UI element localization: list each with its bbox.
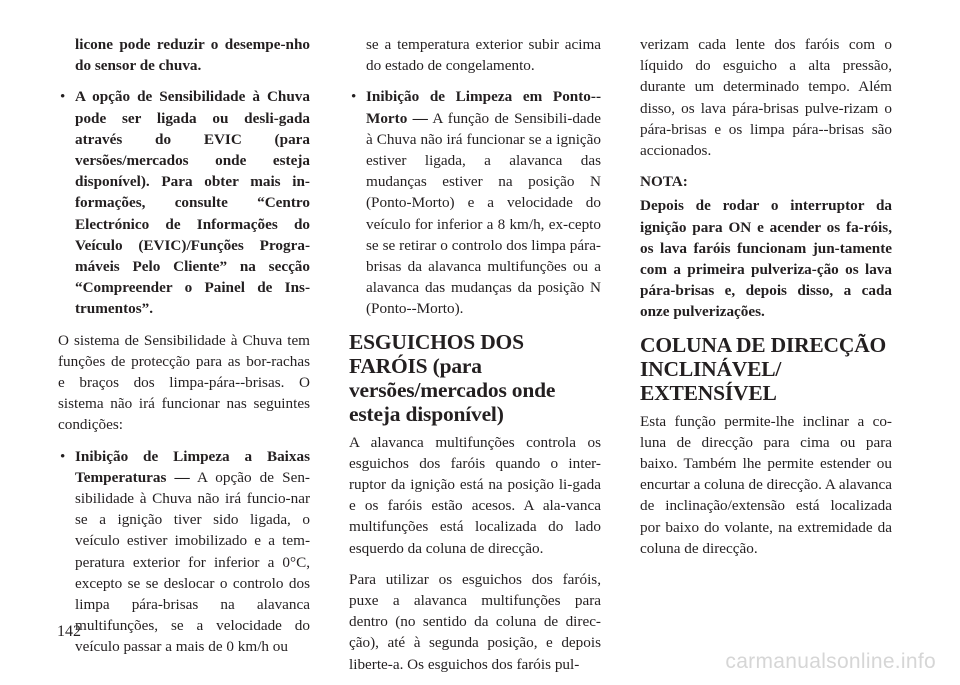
bullet-text: A opção de Sensibilidade à Chuva pode ser ligada ou desli-gada através do EVIC (para versões/mercados onde esteja disponível). Para obter mais in-formações, consulte “Centro Electrónico de Informações do Veículo (EVIC)/Funções Progra-máveis Pelo Cliente” na secção “Compreender o Painel de Ins-trumentos”. — [75, 88, 310, 318]
list-item — [58, 86, 310, 319]
paragraph: Para utilizar os esguichos dos faróis, puxe a alavanca multifunções para dentro (no sentido da coluna de direc-ção), até à segunda posição, e depois liberte-a. Os esguichos dos faróis pul- — [349, 570, 601, 673]
note-text: Depois de rodar o interruptor da ignição para ON e acender os fa-róis, os lava faróis funcionam jun-tamente com a primeira pulveriza-ção os lava pára-brisas e, depois disso, a cada onze pulverizações. — [640, 197, 892, 321]
continued-bullet-text: se a temperatura exterior subir acima do estado de congelamento. — [366, 36, 601, 75]
bullet-icon: • — [60, 88, 66, 106]
page-number: 142 — [57, 623, 81, 640]
bullet-list — [58, 446, 310, 658]
paragraph: O sistema de Sensibilidade à Chuva tem funções de protecção para as bor-rachas e braços dos limpa-pára--brisas. O sistema não irá funcionar nas seguintes condições: — [58, 331, 310, 434]
section-heading: COLUNA DE DIRECÇÃO INCLINÁVEL/ EXTENSÍVEL — [640, 332, 887, 405]
em-dash: — — [174, 468, 190, 486]
paragraph: Esta função permite-lhe inclinar a co-luna de direcção para cima ou para baixo. Também lhe permite estender ou encurtar a coluna de direcção. A alavanca de inclinação/extensão está localizada por baixo do volante, na extremidade da coluna de direcção. — [640, 412, 892, 557]
watermark: carmanualsonline.info — [725, 650, 936, 673]
bullet-text: A função de Sensibili-dade à Chuva não irá funcionar se a ignição estiver ligada, a alavanca das mudanças estiver na posição N (Ponto-Morto) e a velocidade do veículo for inferior a 8 km/h, ex-cepto se se retirar o controlo dos limpa pára-brisas da alavanca multifunções ou a alavanca das mudanças da posição N (Ponto--Morto). — [366, 109, 601, 318]
bullet-text: A opção de Sen-sibilidade à Chuva não irá funcio-nar se a ignição tiver sido ligada, o veículo estiver imobilizado e a tem-peratura exterior for inferior a 0°C, excepto se se deslocar o controlo dos limpa pára-brisas na alavanca multifunções, se a velocidade do veículo passar a mais de 0 km/h ou — [75, 468, 310, 656]
paragraph: A alavanca multifunções controla os esguichos dos faróis quando o inter-ruptor da ignição está na posição li-gada e os faróis estão acesos. A ala-vanca multifunções está localizada do lado esquerdo da coluna de direcção. — [349, 433, 601, 557]
continued-bullet-text: licone pode reduzir o desempe-nho do sensor de chuva. — [75, 36, 310, 75]
column-left — [58, 34, 310, 668]
column-right — [640, 34, 892, 569]
bullet-list — [58, 86, 310, 319]
bullet-title: Inibição de Limpeza em Ponto--Morto — [366, 88, 601, 127]
bullet-list — [349, 86, 601, 319]
column-middle — [349, 34, 601, 685]
em-dash: — — [412, 109, 428, 127]
bullet-icon: • — [351, 88, 357, 106]
bullet-icon: • — [60, 447, 66, 465]
section-heading: ESGUICHOS DOS FARÓIS (para versões/mercados onde esteja disponível) — [349, 329, 556, 426]
note-label: NOTA: — [640, 173, 688, 191]
bullet-title: Inibição de Limpeza a Baixas Temperaturas — [75, 447, 310, 486]
paragraph: verizam cada lente dos faróis com o líquido do esguicho a alta pressão, durante um determinado tempo. Além disso, os lava pára-brisas pulve-rizam o pára-brisas e os limpa pára--brisas são accionados. — [640, 36, 892, 160]
list-item — [349, 86, 601, 319]
list-item — [58, 446, 310, 658]
